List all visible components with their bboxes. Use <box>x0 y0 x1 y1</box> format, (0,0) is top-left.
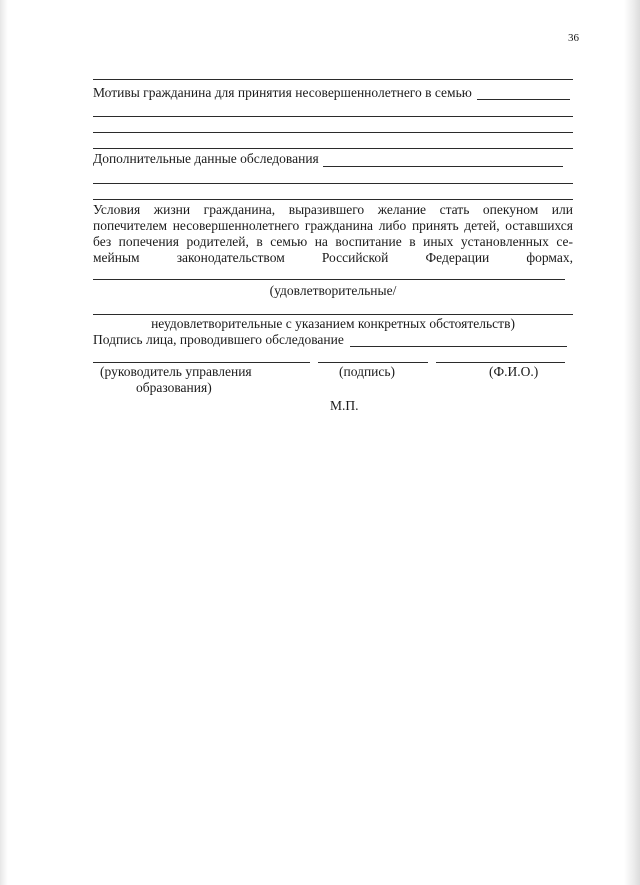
stamp-place: М.П. <box>330 398 359 413</box>
conditions-option-satisfactory: (удовлетворительные/ <box>269 283 397 298</box>
page-number: 36 <box>568 32 579 44</box>
conditions-text-line: мейным законодательством Российской Федерации формах, <box>93 250 573 265</box>
additional-label: Дополнительные данные обследования <box>93 151 319 166</box>
full-name-line[interactable] <box>436 362 565 363</box>
conditions-option-unsatisfactory: неудовлетворительные с указанием конкретных обстоятельств) <box>151 316 515 331</box>
motives-blank-line[interactable] <box>93 132 573 133</box>
conditions-text-line: без попечения родителей, в семью на воспитание в иных установленных се- <box>93 234 573 249</box>
conditions-blank-line[interactable] <box>93 279 565 280</box>
conditions-text-line: попечителем несовершеннолетнего гражданина либо принять детей, оставшихся <box>93 218 573 233</box>
scan-edge-left <box>0 0 8 885</box>
motives-blank[interactable] <box>477 99 570 100</box>
additional-blank-line[interactable] <box>93 183 573 184</box>
additional-blank-line[interactable] <box>93 199 573 200</box>
caption-signature: (подпись) <box>339 364 396 379</box>
caption-head-cont: образования) <box>136 380 212 395</box>
signature-label: Подпись лица, проводившего обследование <box>93 332 344 347</box>
signature-line[interactable] <box>318 362 428 363</box>
conditions-text-line: Условия жизни гражданина, выразившего желание стать опекуном или <box>93 202 573 217</box>
motives-blank-line[interactable] <box>93 148 573 149</box>
blank-line <box>93 79 573 80</box>
signature-blank[interactable] <box>350 346 567 347</box>
scan-edge-right <box>624 0 640 885</box>
conditions-blank-line[interactable] <box>93 314 573 315</box>
caption-head: (руководитель управления <box>100 364 252 379</box>
additional-blank[interactable] <box>323 166 563 167</box>
head-signature-line[interactable] <box>93 362 310 363</box>
motives-blank-line[interactable] <box>93 116 573 117</box>
caption-full-name: (Ф.И.О.) <box>489 364 539 379</box>
motives-label: Мотивы гражданина для принятия несовершеннолетнего в семью <box>93 85 472 100</box>
